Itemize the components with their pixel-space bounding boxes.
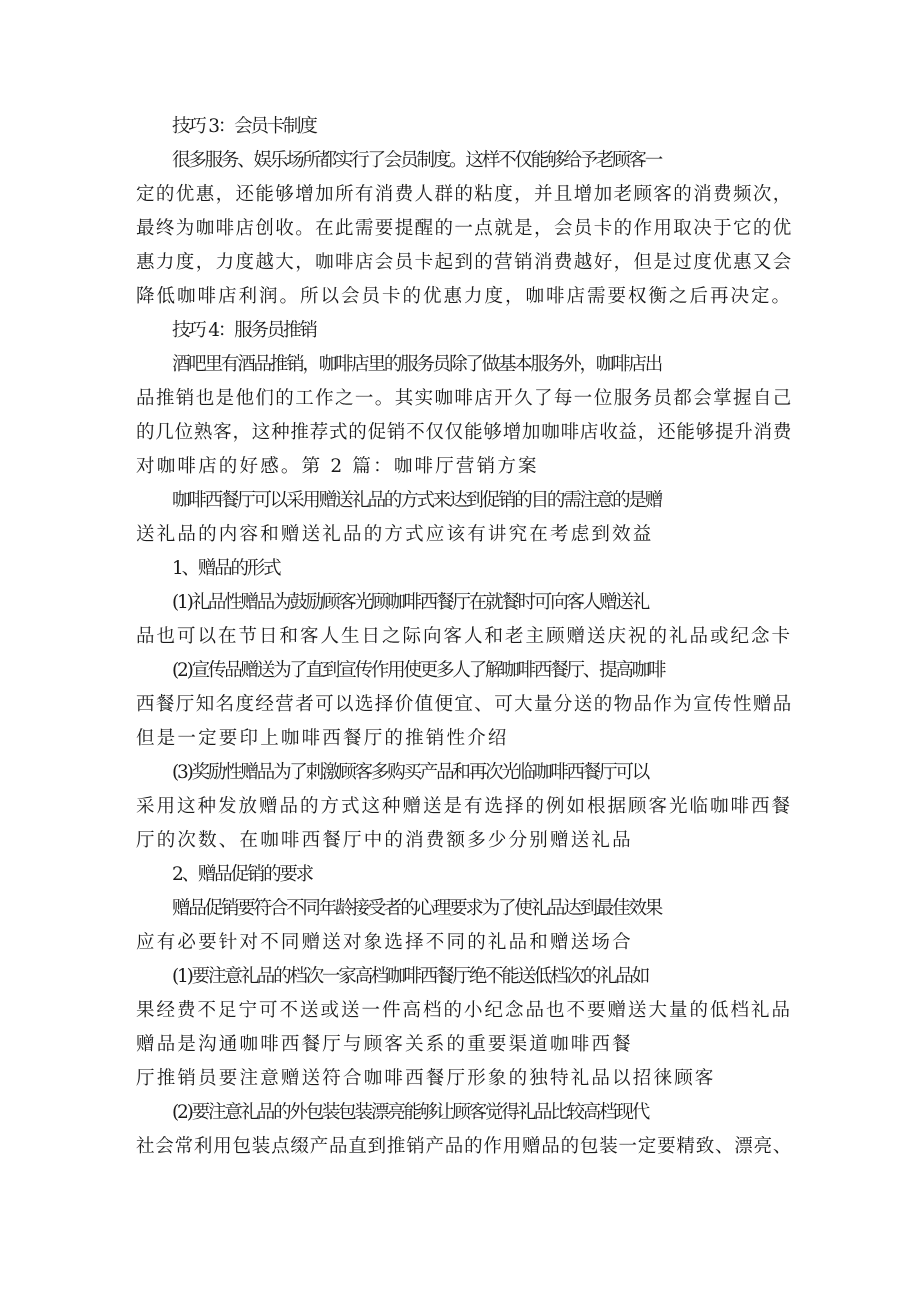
- paragraph-line: (3)奖励性赠品为了刺激顾客多购买产品和再次光临咖啡西餐厅可以: [172, 762, 649, 783]
- paragraph-line: 送礼品的内容和赠送礼品的方式应该有讲究在考虑到效益: [136, 524, 654, 545]
- paragraph-line: 厅的次数、在咖啡西餐厅中的消费额多少分别赠送礼品: [136, 830, 633, 851]
- paragraph-line: 很多服务、娱乐场所都实行了会员制度。这样不仅能够给予老顾客一: [172, 150, 662, 171]
- paragraph-line: 酒吧里有酒品推销，咖啡店里的服务员除了做基本服务外，咖啡店出: [172, 354, 662, 375]
- paragraph-line: 社会常利用包装点缀产品直到推销产品的作用赠品的包装一定要精致、漂亮、: [136, 1136, 793, 1157]
- paragraph-line: (1)要注意礼品的档次一家高档咖啡西餐厅绝不能送低档次的礼品如: [172, 966, 649, 987]
- document-body: [136, 110, 796, 1164]
- paragraph-line: 降低咖啡店利润。所以会员卡的优惠力度，咖啡店需要权衡之后再决定。: [136, 286, 793, 307]
- paragraph-line: 技巧 4：服务员推销: [172, 320, 316, 341]
- paragraph-line: 采用这种发放赠品的方式这种赠送是有选择的例如根据顾客光临咖啡西餐: [136, 796, 793, 817]
- paragraph-line: 1、赠品的形式: [172, 558, 280, 579]
- paragraph-line: (2)要注意礼品的外包装包装漂亮能够让顾客觉得礼品比较高档现代: [172, 1102, 649, 1123]
- paragraph-line: 品推销也是他们的工作之一。其实咖啡店开久了每一位服务员都会掌握自己: [136, 388, 793, 409]
- paragraph-line: 的几位熟客，这种推荐式的促销不仅仅能够增加咖啡店收益，还能够提升消费: [136, 422, 793, 443]
- paragraph-line: 应有必要针对不同赠送对象选择不同的礼品和赠送场合: [136, 932, 633, 953]
- paragraph-line: 技巧 3：会员卡制度: [172, 116, 316, 137]
- paragraph-line: 果经费不足宁可不送或送一件高档的小纪念品也不要赠送大量的低档礼品: [136, 1000, 793, 1021]
- paragraph-line: 品也可以在节日和客人生日之际向客人和老主顾赠送庆祝的礼品或纪念卡: [136, 626, 793, 647]
- paragraph-line: (2)宣传品赠送为了直到宣传作用使更多人了解咖啡西餐厅、提高咖啡: [172, 660, 665, 681]
- paragraph-line: 对咖啡店的好感。第 2 篇：咖啡厅营销方案: [136, 456, 539, 477]
- paragraph-line: 最终为咖啡店创收。在此需要提醒的一点就是，会员卡的作用取决于它的优: [136, 218, 793, 239]
- paragraph-line: 赠品促销要符合不同年龄接受者的心理要求为了使礼品达到最佳效果: [172, 898, 662, 919]
- paragraph-line: 赠品是沟通咖啡西餐厅与顾客关系的重要渠道咖啡西餐: [136, 1034, 633, 1055]
- paragraph-line: 但是一定要印上咖啡西餐厅的推销性介绍: [136, 728, 509, 749]
- paragraph-line: 厅推销员要注意赠送符合咖啡西餐厅形象的独特礼品以招徕顾客: [136, 1068, 716, 1089]
- paragraph-line: 惠力度，力度越大，咖啡店会员卡起到的营销消费越好，但是过度优惠又会: [136, 252, 793, 273]
- paragraph-line: 定的优惠，还能够增加所有消费人群的粘度，并且增加老顾客的消费频次，: [136, 184, 793, 205]
- paragraph-line: 咖啡西餐厅可以采用赠送礼品的方式来达到促销的目的需注意的是赠: [172, 490, 662, 511]
- paragraph-line: 西餐厅知名度经营者可以选择价值便宜、可大量分送的物品作为宣传性赠品: [136, 694, 793, 715]
- paragraph-line: 2、赠品促销的要求: [172, 864, 312, 885]
- paragraph-line: (1)礼品性赠品为鼓励顾客光顾咖啡西餐厅在就餐时可向客人赠送礼: [172, 592, 649, 613]
